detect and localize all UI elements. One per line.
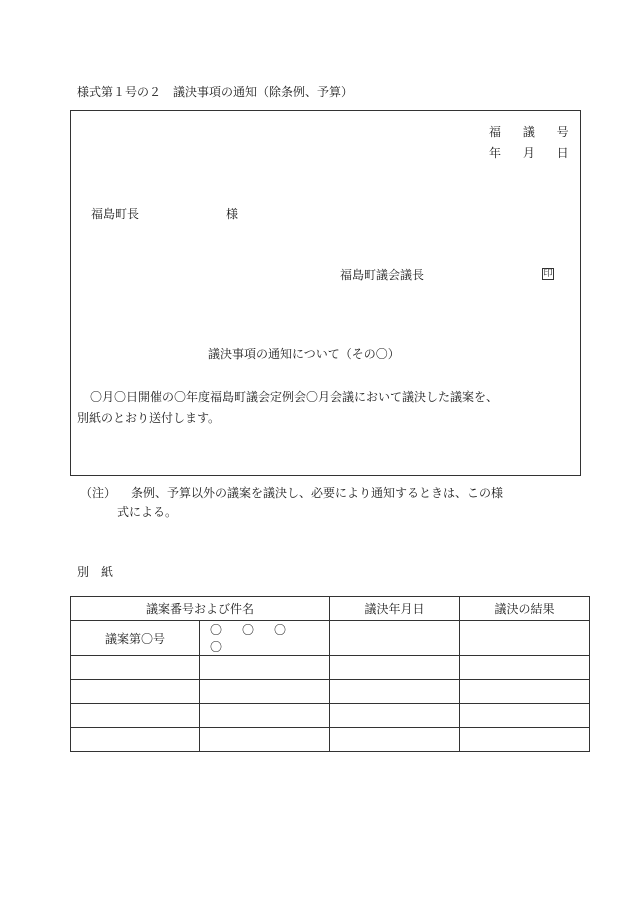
bill-name-cell [200,704,330,728]
document-date: 年 月 日 [489,146,578,160]
note-text-line: 式による。 [117,505,178,519]
note-label: （注） [80,486,117,500]
resolution-date-cell [330,621,460,656]
attachment-heading: 別紙 [77,565,126,579]
body-text-line: 別紙のとおり送付します。 [77,411,221,425]
resolution-date-cell [330,656,460,680]
resolution-date-cell [330,680,460,704]
resolution-date-cell [330,704,460,728]
bill-number-cell [71,680,200,704]
bill-number-cell [71,656,200,680]
resolution-result-cell [460,680,590,704]
resolution-result-cell [460,728,590,752]
bill-number-cell: 議案第〇号 [71,621,200,656]
table-row [71,621,590,656]
body-text-line: 〇月〇日開催の〇年度福島町議会定例会〇月会議において議決した議案を、 [90,390,499,404]
resolution-result-cell [460,704,590,728]
table-row [71,704,590,728]
column-header: 議案番号および件名 [71,597,330,621]
addressee-name: 福島町長 [91,207,140,221]
table-header-row [71,597,590,621]
resolution-result-cell [460,656,590,680]
resolution-result-cell [460,621,590,656]
addressee-honorific: 様 [226,207,239,221]
column-header: 議決年月日 [330,597,460,621]
note-text-line: 条例、予算以外の議案を議決し、必要により通知するときは、この様 [131,486,504,500]
bill-number-cell [71,728,200,752]
seal-mark: 印 [543,268,553,279]
bill-name-cell [200,656,330,680]
bill-name-cell [200,680,330,704]
resolution-table [70,596,590,752]
table-row [71,728,590,752]
bill-name-cell [200,728,330,752]
document-number: 福 議 号 [489,125,578,139]
subject-line: 議決事項の通知について（その〇） [208,347,400,361]
form-title: 様式第１号の２ 議決事項の通知（除条例、予算） [77,85,354,99]
table-row [71,656,590,680]
column-header: 議決の結果 [460,597,590,621]
resolution-date-cell [330,728,460,752]
sender-title: 福島町議会議長 [340,268,425,282]
bill-number-cell [71,704,200,728]
bill-name-cell: 〇〇〇〇 [200,621,330,656]
table-row [71,680,590,704]
